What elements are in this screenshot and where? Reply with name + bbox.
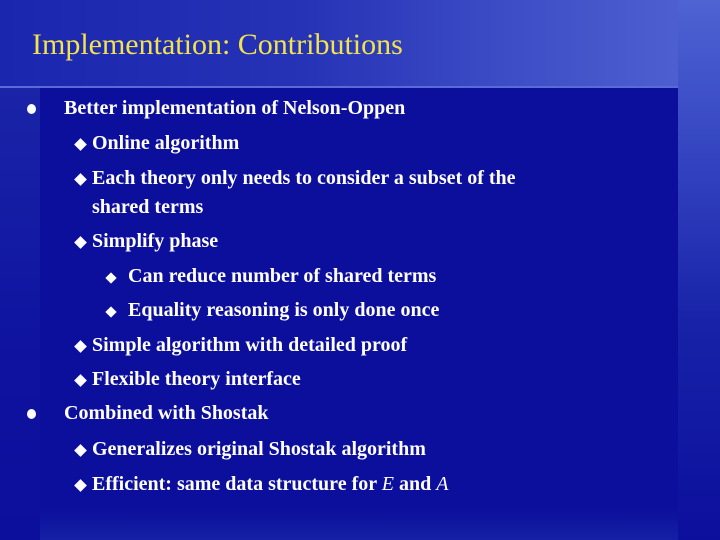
list-item	[92, 472, 448, 496]
diamond-bullet-icon	[105, 306, 116, 317]
diamond-bullet-icon	[74, 138, 87, 151]
diamond-bullet-icon	[105, 272, 116, 283]
bullet-text: Flexible theory interface	[92, 368, 301, 390]
diamond-bullet-icon	[74, 444, 87, 457]
diamond-bullet-icon	[74, 236, 87, 249]
bullet-text: shared terms	[92, 196, 204, 218]
title-underline	[0, 86, 678, 88]
diamond-bullet-icon	[74, 479, 87, 492]
bullet-text: Each theory only needs to consider a subset of the	[92, 167, 516, 189]
bottom-decor-strip	[40, 510, 678, 540]
bullet-text: Can reduce number of shared terms	[128, 265, 437, 287]
list-item	[128, 298, 439, 322]
diamond-bullet-icon	[74, 374, 87, 387]
list-item	[64, 96, 405, 120]
list-item	[92, 166, 516, 190]
bullet-text: and	[393, 473, 437, 495]
list-item	[64, 401, 269, 425]
diamond-bullet-icon	[74, 173, 87, 186]
list-item	[128, 264, 436, 288]
bullet-text: Simple algorithm with detailed proof	[92, 334, 408, 356]
bullet-text-italic: A	[436, 473, 449, 495]
circle-bullet-icon	[27, 104, 36, 114]
bullet-text: Online algorithm	[92, 132, 240, 154]
bullet-text: Generalizes original Shostak algorithm	[92, 438, 426, 460]
list-item-continuation	[92, 195, 203, 219]
bullet-text-italic: E	[381, 473, 394, 495]
circle-bullet-icon	[27, 409, 36, 419]
slide-title: Implementation: Contributions	[32, 28, 403, 61]
right-decor-strip	[678, 0, 720, 540]
list-item	[92, 333, 407, 357]
list-item	[92, 229, 218, 253]
list-item	[92, 131, 239, 155]
bullet-text: Simplify phase	[92, 230, 219, 252]
list-item	[92, 437, 426, 461]
bullet-text: Efficient: same data structure for	[92, 473, 382, 495]
bullet-text: Better implementation of Nelson-Oppen	[64, 97, 406, 119]
left-decor-strip	[0, 88, 40, 540]
bullet-text: Combined with Shostak	[64, 402, 269, 424]
bullet-text: Equality reasoning is only done once	[128, 299, 440, 321]
diamond-bullet-icon	[74, 340, 87, 353]
list-item	[92, 367, 301, 391]
